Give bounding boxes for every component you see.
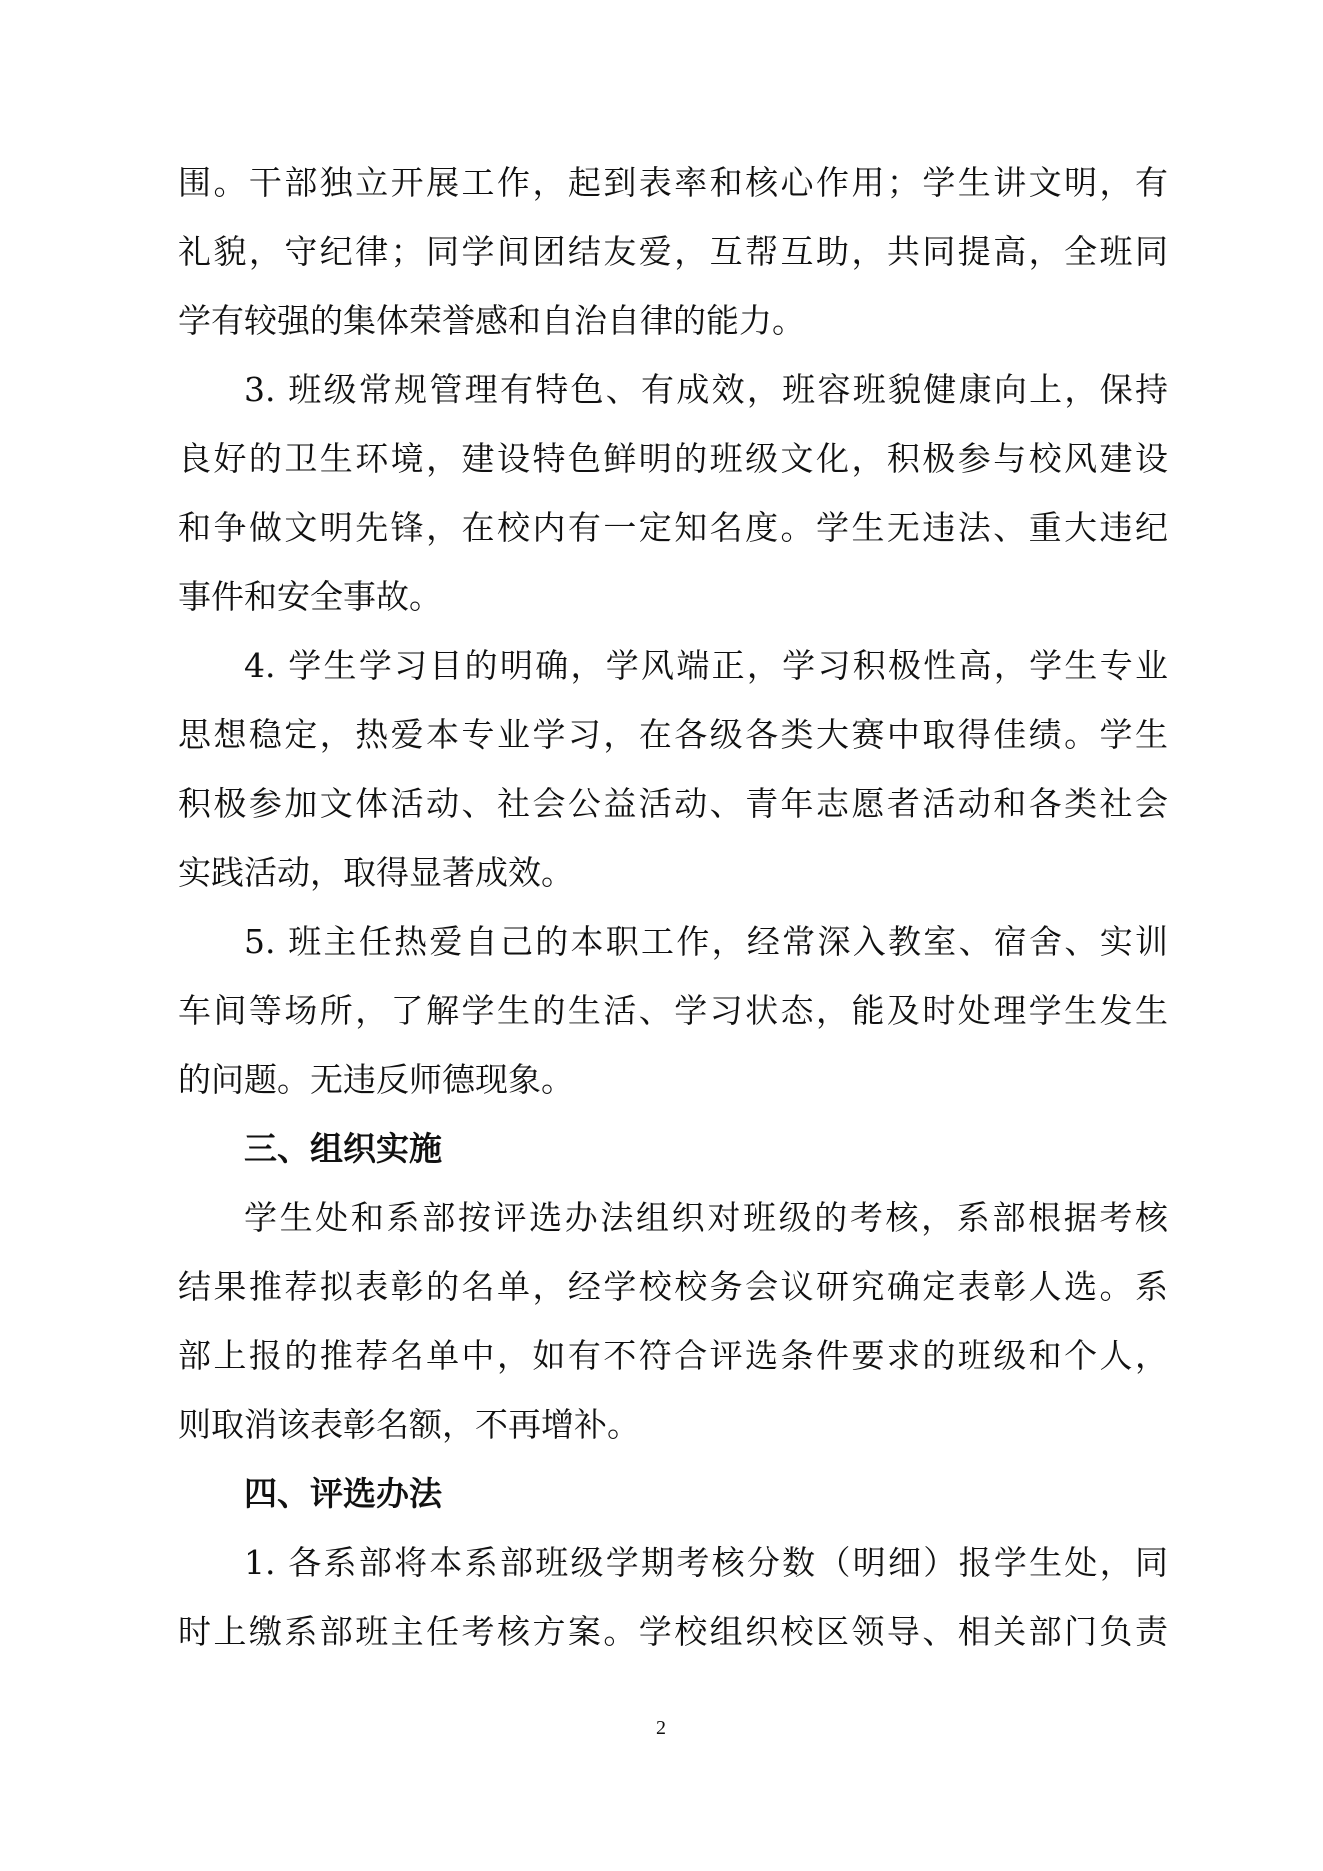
body-text-line: 实践活动，取得显著成效。 <box>178 853 574 892</box>
list-item-1: 1. 各系部将本系部班级学期考核分数（明细）报学生处，同 <box>244 1543 1168 1582</box>
body-text-line: 部上报的推荐名单中，如有不符合评选条件要求的班级和个人， <box>178 1336 1168 1375</box>
body-text-line: 学生处和系部按评选办法组织对班级的考核，系部根据考核 <box>244 1198 1168 1237</box>
body-text-line: 结果推荐拟表彰的名单，经学校校务会议研究确定表彰人选。系 <box>178 1267 1168 1306</box>
body-text-line: 围。干部独立开展工作，起到表率和核心作用；学生讲文明，有 <box>178 163 1168 202</box>
body-text-line: 和争做文明先锋，在校内有一定知名度。学生无违法、重大违纪 <box>178 508 1168 547</box>
body-text-line: 的问题。无违反师德现象。 <box>178 1060 574 1099</box>
section-heading-3: 三、组织实施 <box>244 1129 442 1168</box>
body-text-line: 礼貌，守纪律；同学间团结友爱，互帮互助，共同提高，全班同 <box>178 232 1168 271</box>
list-item-4: 4. 学生学习目的明确，学风端正，学习积极性高，学生专业 <box>244 646 1168 685</box>
body-text-line: 积极参加文体活动、社会公益活动、青年志愿者活动和各类社会 <box>178 784 1168 823</box>
body-text-line: 时上缴系部班主任考核方案。学校组织校区领导、相关部门负责 <box>178 1612 1168 1651</box>
body-text-line: 良好的卫生环境，建设特色鲜明的班级文化，积极参与校风建设 <box>178 439 1168 478</box>
page-number: 2 <box>656 1717 666 1739</box>
list-item-3: 3. 班级常规管理有特色、有成效，班容班貌健康向上，保持 <box>244 370 1168 409</box>
body-text-line: 则取消该表彰名额，不再增补。 <box>178 1405 640 1444</box>
body-text-line: 事件和安全事故。 <box>178 577 442 616</box>
section-heading-4: 四、评选办法 <box>244 1474 442 1513</box>
body-text-line: 思想稳定，热爱本专业学习，在各级各类大赛中取得佳绩。学生 <box>178 715 1168 754</box>
list-item-5: 5. 班主任热爱自己的本职工作，经常深入教室、宿舍、实训 <box>244 922 1168 961</box>
body-text-line: 学有较强的集体荣誉感和自治自律的能力。 <box>178 301 805 340</box>
body-text-line: 车间等场所，了解学生的生活、学习状态，能及时处理学生发生 <box>178 991 1168 1030</box>
